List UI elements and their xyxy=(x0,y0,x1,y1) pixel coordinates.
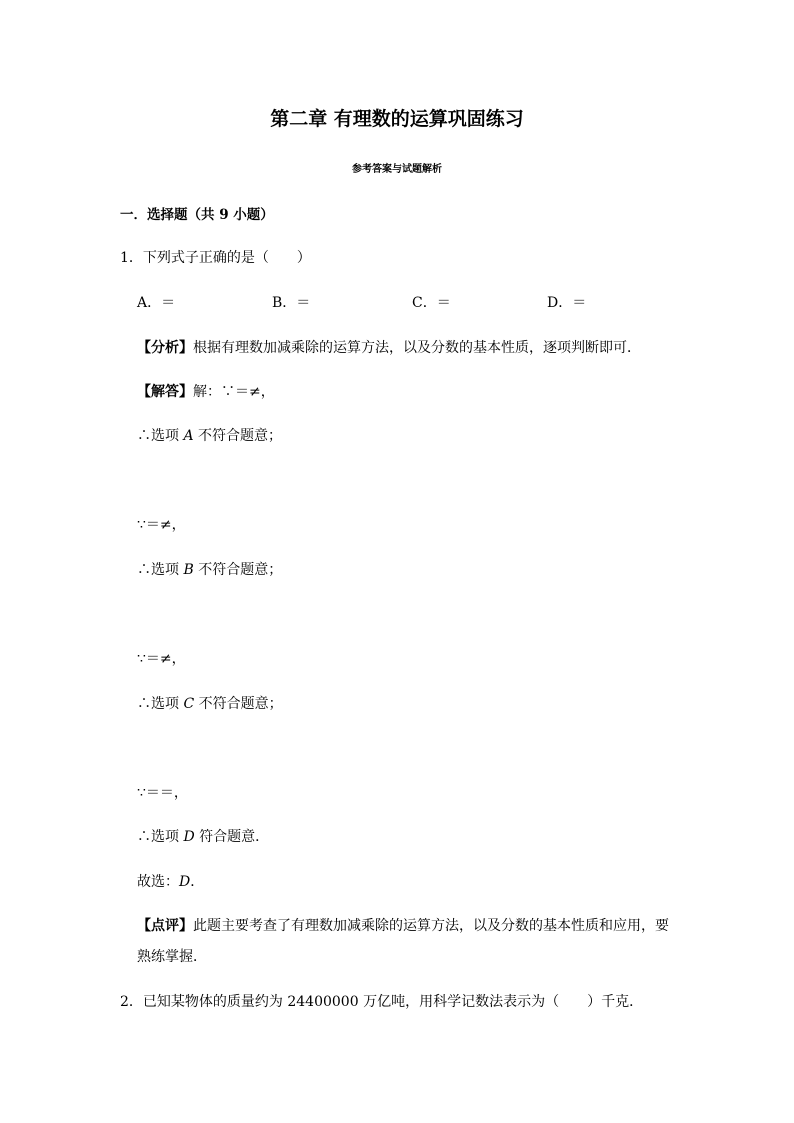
choice-suffix: ． xyxy=(190,874,205,890)
question-1-comment xyxy=(137,915,669,935)
analysis-tag: 【分析】 xyxy=(137,340,193,356)
option-c-conclusion xyxy=(137,693,283,713)
option-letter: D xyxy=(183,829,195,845)
conclusion-suffix: 不符合题意； xyxy=(194,696,283,712)
choice-letter: D xyxy=(179,874,191,890)
question-1-option-c: C．＝ xyxy=(412,295,451,311)
option-letter: C xyxy=(183,696,195,712)
option-b-conclusion xyxy=(137,559,282,579)
final-choice xyxy=(137,871,204,891)
option-b-condition: ∵＝≠， xyxy=(137,517,186,533)
answer-tag: 【解答】 xyxy=(137,384,193,400)
conclusion-prefix: ∴选项 xyxy=(137,562,184,578)
option-a-conclusion xyxy=(137,425,282,445)
page-title: 第二章 有理数的运算巩固练习 xyxy=(270,108,524,130)
page-subtitle: 参考答案与试题解析 xyxy=(352,164,442,175)
question-1-option-d: D．＝ xyxy=(547,295,587,311)
question-2-stem: 2．已知某物体的质量约为 24400000 万亿吨，用科学记数法表示为（ ）千克． xyxy=(120,994,644,1010)
conclusion-prefix: ∴选项 xyxy=(137,829,184,845)
question-1-stem: 1．下列式子正确的是（ ） xyxy=(120,250,311,266)
conclusion-prefix: ∴选项 xyxy=(137,428,184,444)
conclusion-suffix: 不符合题意； xyxy=(193,428,283,444)
question-1-analysis xyxy=(137,337,641,357)
comment-tag: 【点评】 xyxy=(137,918,193,934)
comment-text: 此题主要考查了有理数加减乘除的运算方法，以及分数的基本性质和应用，要 xyxy=(193,918,669,934)
option-c-condition: ∵＝≠， xyxy=(137,651,186,667)
analysis-text: 根据有理数加减乘除的运算方法，以及分数的基本性质，逐项判断即可． xyxy=(193,340,641,356)
option-d-condition: ∵＝＝， xyxy=(137,785,188,801)
option-d-conclusion xyxy=(137,826,269,846)
question-1-option-b: B．＝ xyxy=(272,295,311,311)
option-letter: B xyxy=(183,562,194,578)
choice-prefix: 故选： xyxy=(137,874,179,890)
question-1-comment-continued: 熟练掌握． xyxy=(137,949,207,965)
conclusion-suffix: 符合题意． xyxy=(194,829,270,845)
conclusion-prefix: ∴选项 xyxy=(137,696,184,712)
question-1-option-a: A．＝ xyxy=(137,295,176,311)
answer-intro-text: 解：∵＝≠， xyxy=(193,384,275,400)
question-1-answer-intro xyxy=(137,381,275,401)
section-heading: 一．选择题（共 9 小题） xyxy=(120,207,274,223)
option-letter: A xyxy=(183,428,194,444)
conclusion-suffix: 不符合题意； xyxy=(193,562,283,578)
